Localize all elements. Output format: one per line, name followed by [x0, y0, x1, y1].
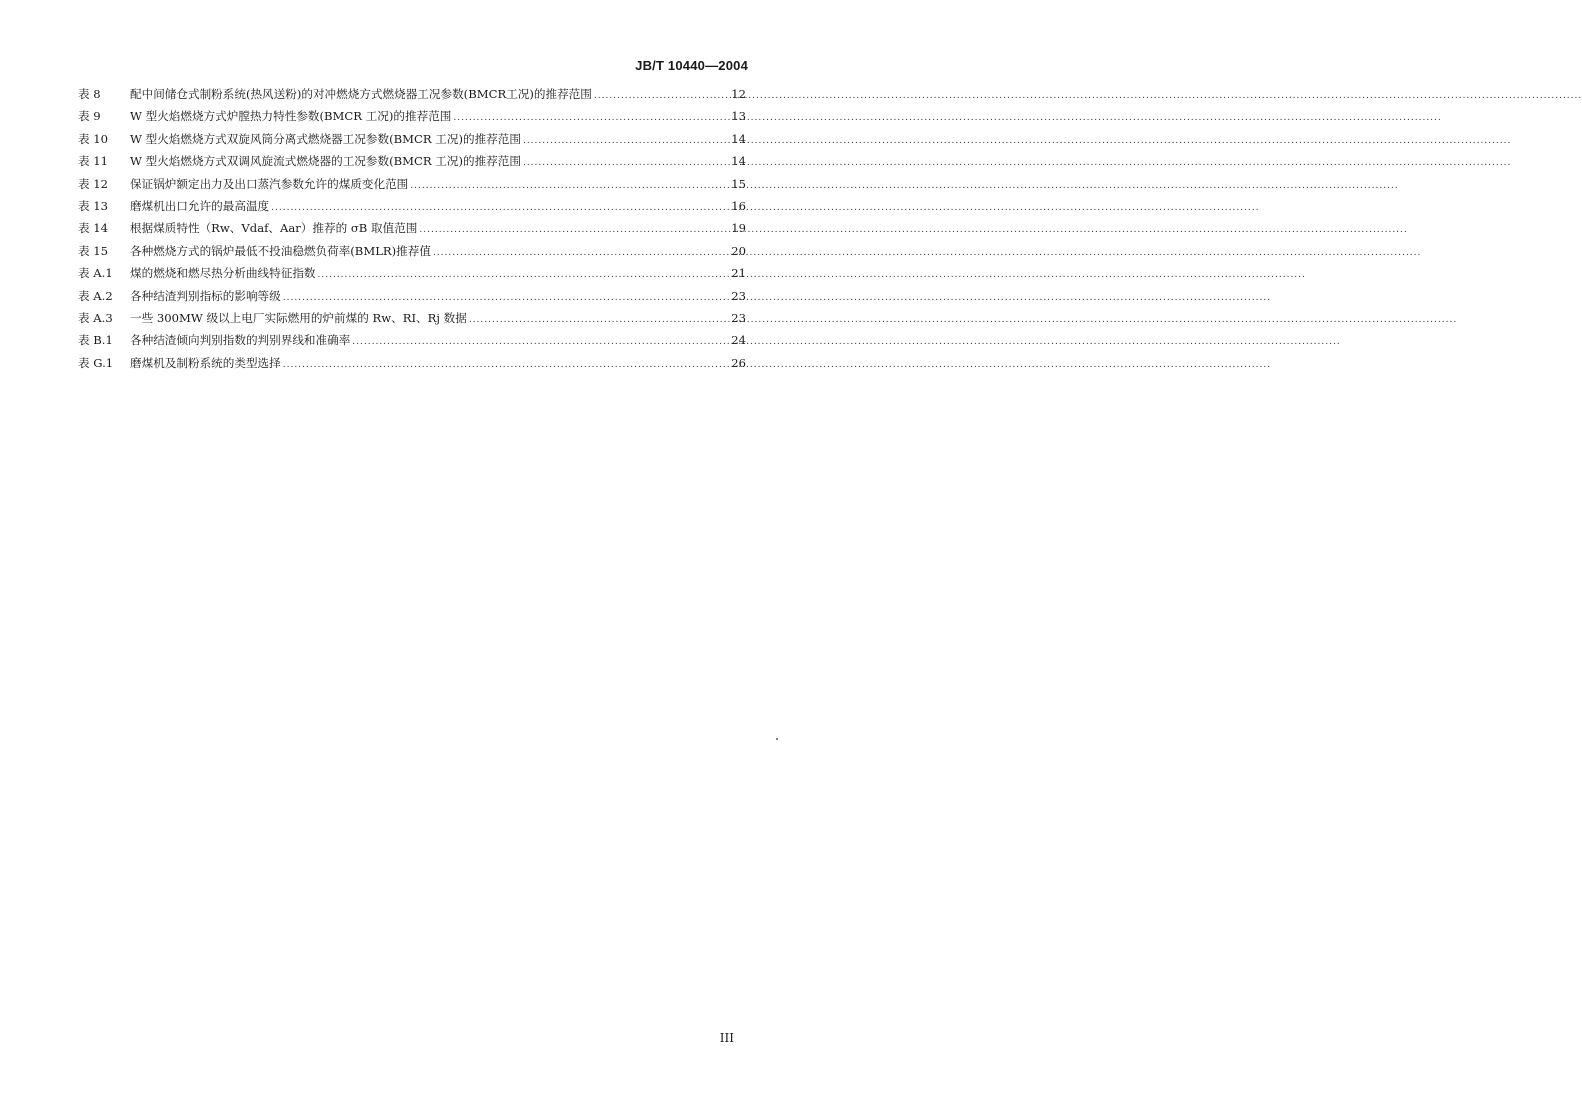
- toc-entry-title: W 型火焰燃烧方式炉膛热力特性参数(BMCR 工况)的推荐范围: [130, 109, 452, 124]
- toc-entry-page: 21: [731, 266, 746, 281]
- toc-entry-label: 表 A.2: [78, 288, 113, 303]
- toc-entry[interactable]: [78, 108, 746, 130]
- toc-entry-label: 表 A.3: [78, 310, 113, 325]
- toc-entry-label: 表 9: [78, 109, 101, 124]
- toc-leader-dots: [594, 91, 728, 101]
- toc-entry-label: 表 10: [78, 131, 109, 146]
- toc-entry-label: 表 12: [78, 176, 109, 191]
- toc-leader-dots: [419, 225, 728, 235]
- page-number: III: [719, 1031, 734, 1045]
- toc-entry[interactable]: [78, 243, 746, 265]
- toc-entry-label: 表 G.1: [78, 355, 114, 370]
- toc-entry-page: 13: [731, 109, 746, 124]
- toc-entry-title: 配中间储仓式制粉系统(热风送粉)的对冲燃烧方式燃烧器工况参数(BMCR工况)的推荐范围: [130, 87, 592, 101]
- toc-entry-title: 煤的燃烧和燃尽热分析曲线特征指数: [130, 266, 316, 281]
- toc-entry-page: 20: [731, 243, 746, 258]
- toc-entry[interactable]: [78, 265, 746, 287]
- toc-leader-dots: [523, 136, 728, 146]
- toc-entry-title: W 型火焰燃烧方式双调风旋流式燃烧器的工况参数(BMCR 工况)的推荐范围: [130, 154, 521, 169]
- toc-entry[interactable]: [78, 153, 746, 175]
- toc-leader-dots: [523, 158, 728, 168]
- toc-entry-title: 一些 300MW 级以上电厂实际燃用的炉前煤的 Rw、RI、Rj 数据: [130, 310, 467, 325]
- toc-entry[interactable]: [78, 288, 746, 310]
- toc-leader-dots: [469, 315, 728, 325]
- toc-entry[interactable]: [78, 86, 746, 108]
- toc-entry[interactable]: [78, 131, 746, 153]
- toc-leader-dots: [352, 337, 728, 347]
- toc-entry-label: 表 14: [78, 221, 109, 236]
- toc-entry[interactable]: [78, 220, 746, 242]
- toc-entry-label: 表 11: [78, 154, 109, 169]
- toc-entry-label: 表 13: [78, 198, 109, 213]
- toc-entry[interactable]: [78, 310, 746, 332]
- toc-entry[interactable]: [78, 176, 746, 198]
- toc-entry-page: 24: [731, 333, 746, 348]
- toc-entry-title: 各种结渣倾向判别指数的判别界线和准确率: [130, 333, 351, 348]
- toc-entry-page: 15: [731, 176, 746, 191]
- toc-entry-page: 14: [731, 131, 746, 146]
- toc-entry-title: 根据煤质特性（Rw、Vdaf、Aar）推荐的 σB 取值范围: [130, 221, 418, 236]
- document-id: JB/T 10440—2004: [635, 58, 748, 73]
- toc-entry-label: 表 8: [78, 87, 101, 101]
- toc-entry-page: 16: [731, 198, 746, 213]
- toc-leader-dots: [283, 360, 728, 370]
- toc-entry-title: W 型火焰燃烧方式双旋风筒分离式燃烧器工况参数(BMCR 工况)的推荐范围: [130, 131, 521, 146]
- toc-entry-title: 磨煤机出口允许的最高温度: [130, 198, 270, 213]
- toc-entry-title: 各种结渣判别指标的影响等级: [130, 288, 281, 303]
- toc-entry-label: 表 A.1: [78, 266, 113, 281]
- toc-entry-page: 14: [731, 154, 746, 169]
- toc-entry-page: 23: [731, 310, 746, 325]
- toc-entry[interactable]: [78, 332, 746, 354]
- toc-entry-page: 12: [731, 87, 746, 101]
- toc-entry-page: 26: [731, 355, 746, 370]
- toc-entry-title: 各种燃烧方式的锅炉最低不投油稳燃负荷率(BMLR)推荐值: [130, 243, 431, 258]
- toc-leader-dots: [410, 181, 728, 191]
- toc-leader-dots: [271, 203, 728, 213]
- toc-entry-page: 19: [731, 221, 746, 236]
- toc-entry-title: 保证锅炉额定出力及出口蒸汽参数允许的煤质变化范围: [130, 176, 409, 191]
- toc-entry-label: 表 B.1: [78, 333, 113, 348]
- toc-leader-dots: [318, 270, 728, 280]
- table-of-tables: [78, 86, 746, 377]
- toc-leader-dots: [283, 293, 728, 303]
- scan-speck: [776, 738, 778, 740]
- toc-leader-dots: [433, 248, 728, 258]
- toc-entry[interactable]: [78, 198, 746, 220]
- toc-entry-page: 23: [731, 288, 746, 303]
- toc-leader-dots: [453, 113, 728, 123]
- toc-entry-title: 磨煤机及制粉系统的类型选择: [130, 355, 281, 370]
- toc-entry-label: 表 15: [78, 243, 109, 258]
- toc-entry[interactable]: [78, 355, 746, 377]
